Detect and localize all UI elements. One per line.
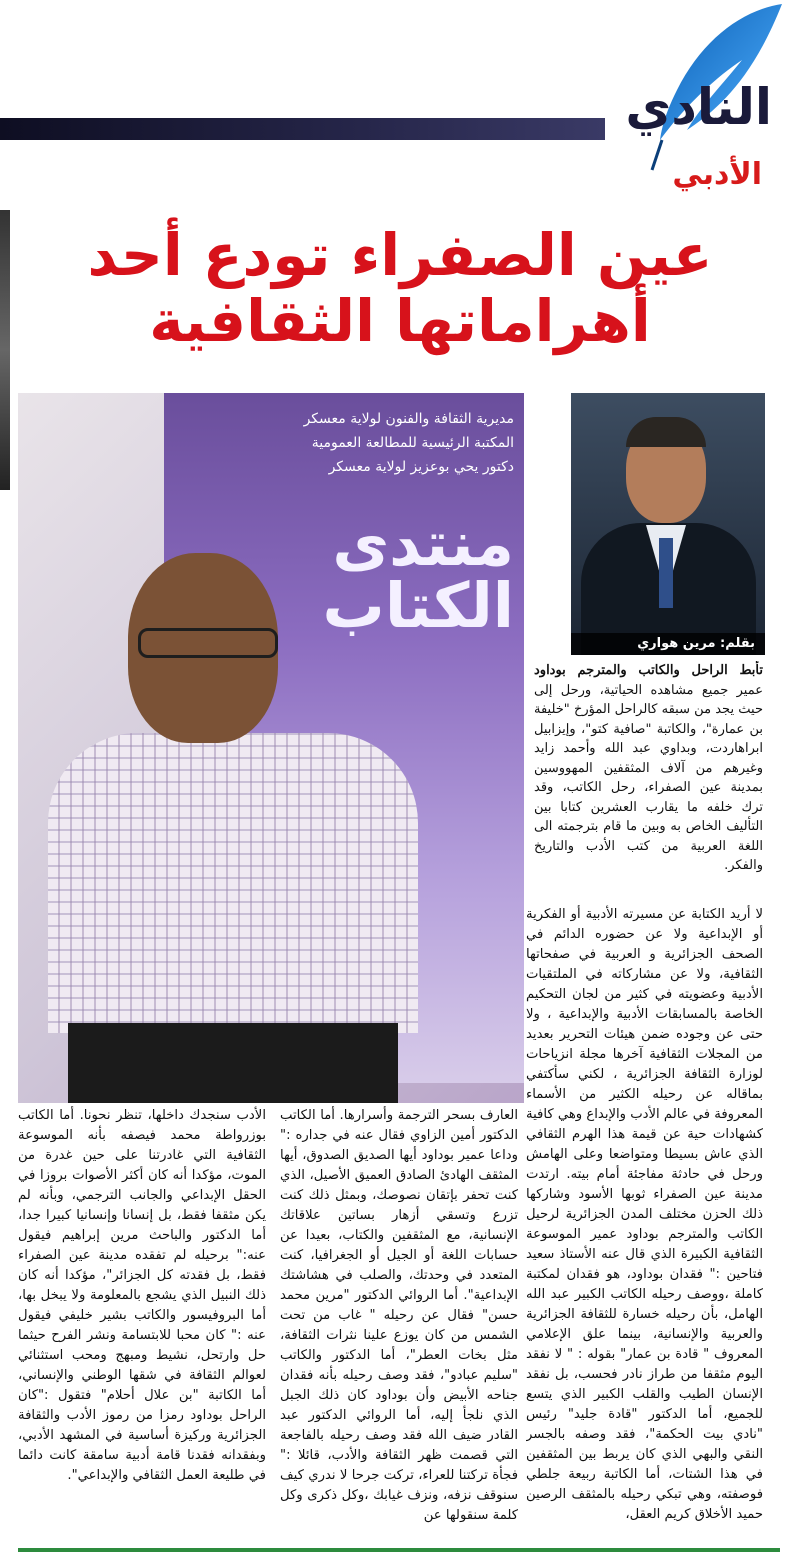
article-column-left [18,1106,266,1539]
headline-line-2: أهراماتها الثقافية [149,287,651,355]
logo-sub-text: الأدبي [672,157,762,192]
header-band [0,118,605,140]
author-byline: بقلم: مرين هواري [571,633,765,655]
main-photo [18,393,524,1103]
author-hair [626,417,706,447]
logo-main-text: النادي [625,78,772,136]
checkered-shirt [48,733,418,1033]
subject-pants [68,1023,398,1103]
article-headline [80,222,720,354]
banner-header-text: مديرية الثقافة والفنون لولاية معسكر المكتبة الرئيسية للمطالعة العمومية دكتور يحي بوعزيز لولاية معسكر [303,411,514,475]
headline-line-1: عين الصفراء تودع أحد [87,221,713,289]
intro-lead: تأبط الراحل والكاتب والمترجم بوداود [534,663,763,678]
column-middle-text: العارف بسحر الترجمة وأسرارها. أما الكاتب الدكتور أمين الزاوي فقال عنه في جداره :" وداعا عمير بوداود أيها الصديق الصدوق، أيها المثقف الهادئ الصادق العميق الأصيل، الذي كنت تحفر بإتقان نصوصك، وبمثل ذلك كنت تزرع وتسقي أزهار بساتين علاقاتك الإنسانية، مع المثقفين والكتاب، بعيدا عن حسابات اللغة أو الجيل أو الجغرافيا، كنت المتعدد في وحدتك، والصلب في هشاشتك الإبداعية". أما الروائي الدكتور "مرين محمد حسن" فقال عن رحيله " غاب من تحت الشمس من كان يوزع علينا نثرات الثقافة، مثل بخات العطر"، أما الدكتور والكاتب "سليم عبادو"، فقد وصف رحيله بأنه فقدان جناحه الأبيض وأن بوداود كان ذلك الجبل الذي نلجأ إليه، أما الروائي الدكتور عبد القادر ضيف الله فقد وصف رحيله بالفاجعة التي قصمت ظهر الثقافة والأدب، قائلا :" فجأة تركتنا للعراء، تركت جرحا لا ندري كيف سنوقف نزفه، ونزف غيابك ،وكل ذكرى وكل كلمة سنقولها عن [280,1108,518,1523]
column-right-text: لا أريد الكتابة عن مسيرته الأدبية أو الفكرية أو الإبداعية ولا عن حضوره الدائم في الصحف الجزائرية و العربية في صفحاتها الثقافية، ولا عن مشاركاته في الملتقيات الأدبية وعضويته في كثير من لجان التحكيم الخاصة بالمسابقات الأدبية والإبداعية ، ولا حتى عن وجوده ضمن هيئات التحرير بعديد من المجلات الثقافية آخرها مجلة انزياحات لوزارة الثقافة الجزائرية ، لكني سأكتفي بماقاله عن رحيله الكثير من الأسماء المعروفة في عالم الأدب والإبداع وهي كافية كشهادات حية عن قيمة هذا الهرم الثقافي الذي عاش بسيطا ومتواضعا وعلى الهامش ورحل في حادثة مفاجئة أمام بيته. ارتدت مدينة عين الصفراء ثوبها الأسود وشاركها ذلك الحزن مختلف المدن الجزائرية لرحيل الكاتب والمترجم بوداود عمير الموسوعة الثقافية الكبيرة الذي قال عنه الأستاذ سعيد فتاحين :" فقدان بوداود، هو فقدان لمكتبة كاملة ،ووصف رحيله الكاتب الكبير عبد الله الهامل، بأن رحيله خسارة للثقافة الجزائرية والعربية والإنسانية، بينما علق الإعلامي المعروف " قادة بن عمار" بقوله : " لا نفقد اليوم مثقفا من طراز نادر فحسب، بل نفقد الإنسان الطيب والقلب الكبير الذي يتسع للجميع، أما الدكتور "قادة جليد" رئيس "نادي بيت الحكمة"، فقد وصفه بالجسر النقي والبهي الذي كان يربط بين المثقفين في هذا الشتات، أما الكاتبة ربيعة جلطي فوصفته، وهي تبكي رحيله بالمثقف الرصين حميد الأخلاق كريم العقل، [526,907,763,1522]
article-intro [534,661,763,897]
banner-title: منتدى الكتاب [322,507,514,642]
article-column-right [526,905,763,1540]
page-bottom-rule [18,1548,780,1552]
article-column-middle [280,1106,518,1539]
intro-body: عمير جميع مشاهده الحياتية، ورحل إلى حيث يجد من سبقه كالراحل المؤرخ "خليفة بن عمارة"، والكاتبة "صافية كتو"، وإيزابيل ابراهاردت، وبداوي عبد الله وأحمد زايد وغيرهم من آلاف المثقفين المهووسين بمدينة عين الصفراء، رحل الكاتب، وقد ترك خلفه ما يقارب العشرين كتابا بين التأليف الخاص به وبين ما قام بترجمته الى اللغة العربية من كتب الأدب والتاريخ والفكر. [534,682,763,873]
author-tie [659,538,673,608]
column-left-text: الأدب سنجدك داخلها، تنظر نحونا. أما الكاتب بوزرواطة محمد فيصفه بأنه الموسوعة الثقافية التي غادرتنا على حين غدرة من الموت، مؤكدا أنه كان أكثر الأصوات بروزا في الحقل الإبداعي والجانب الترجمي، وبأنه لم يكن مثقفا فقط، بل إنسانا وإنسانيا كبيرا جدا، أما الدكتور والباحث مرين إبراهيم فيقول عنه:" برحيله لم تفقده مدينة عين الصفراء فقط، بل فقدته كل الجزائر"، مؤكدا أنه كان ذلك النبيل الذي يشجع بالمعلومة ولا يبخل بها، أما البروفيسور والكاتب بشير خليفي فيقول عنه :" كان محبا للابتسامة ونشر الفرح حيثما حل وارتحل، نشيط ومبهج ومحب استثنائي لعوالم الثقافة في شقها الوطني والإنساني، أما الكاتبة "بن علال أحلام" فتقول :"كان الراحل بوداود رمزا من رموز الأدب والثقافة الجزائرية وركيزة أساسية في المشهد الأدبي، وبفقدانه فقدنا قامة أدبية سامقة كانت دائما في طليعة العمل الثقافي والإبداعي". [18,1108,266,1483]
glasses-icon [138,628,278,658]
adjacent-page-strip [0,210,10,490]
author-portrait [571,393,765,655]
photo-subject [48,533,418,1103]
section-masthead [592,0,792,210]
